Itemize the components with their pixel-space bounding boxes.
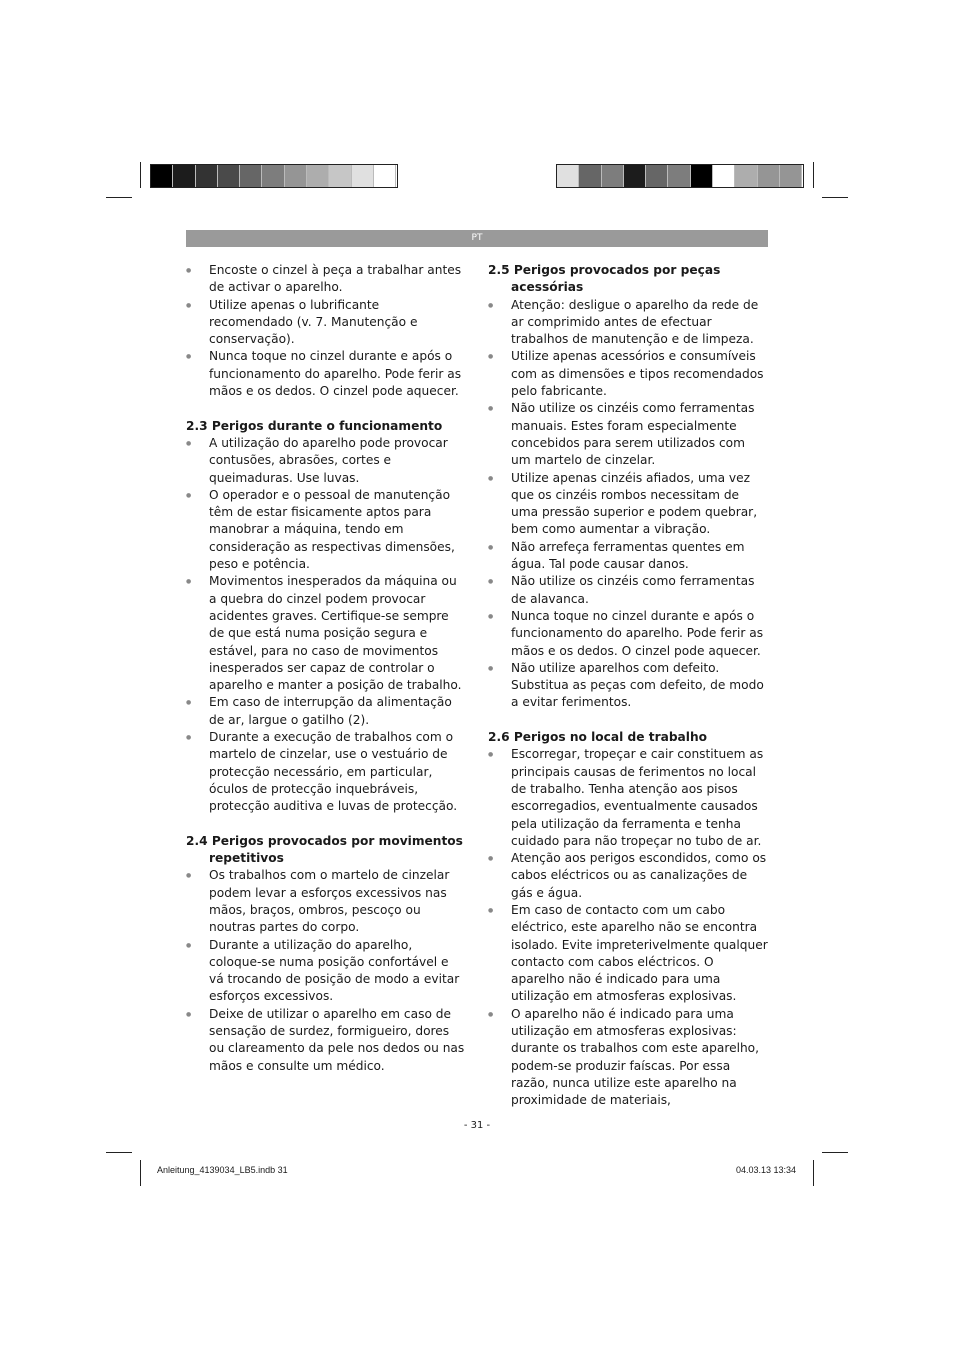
- color-swatch: [329, 165, 351, 187]
- list-item: ● Utilize apenas o lubrificante recomendado (v. 7. Manutenção e conservação).: [186, 297, 466, 349]
- color-swatch: [758, 165, 780, 187]
- list-item: ● Nunca toque no cinzel durante e após o funcionamento do aparelho. Pode ferir as mãos e os dedos. O cinzel pode aquecer.: [488, 608, 768, 660]
- color-swatch: [285, 165, 307, 187]
- list-item: ● Deixe de utilizar o aparelho em caso de sensação de surdez, formigueiro, dores ou clareamento da pele nos dedos ou nas mãos e consulte um médico.: [186, 1006, 466, 1075]
- color-swatch: [240, 165, 262, 187]
- list-item: ● Não utilize os cinzéis como ferramentas manuais. Estes foram especialmente concebidos para serem utilizados com um martelo de cinzelar.: [488, 400, 768, 469]
- color-swatch: [196, 165, 218, 187]
- section-heading: 2.6 Perigos no local de trabalho: [488, 730, 707, 745]
- crop-mark: [822, 197, 848, 198]
- color-bar-left: [150, 164, 398, 188]
- color-swatch: [780, 165, 802, 187]
- crop-mark: [106, 197, 132, 198]
- list-item: ● Durante a utilização do aparelho, coloque-se numa posição confortável e vá trocando de posição de modo a evitar esforços excessivos.: [186, 937, 466, 1006]
- crop-mark: [140, 1160, 141, 1186]
- list-item: ● Movimentos inesperados da máquina ou a quebra do cinzel podem provocar acidentes graves. Certifique-se sempre de que está numa posição segura e estável, para no caso de movimentos inesperados ser capaz de controlar o aparelho e manter a posição de trabalho.: [186, 573, 466, 694]
- intro-list: [186, 262, 466, 400]
- color-swatch: [262, 165, 284, 187]
- list-item: ● Utilize apenas cinzéis afiados, uma vez que os cinzéis rombos necessitam de uma pressão superior e podem quebrar, bem como aumentar a vibração.: [488, 470, 768, 539]
- list-item: ● Atenção: desligue o aparelho da rede de ar comprimido antes de efectuar trabalhos de manutenção e de limpeza.: [488, 297, 768, 349]
- list-item: ● Escorregar, tropeçar e cair constituem as principais causas de ferimentos no local de trabalho. Tenha atenção aos pisos escorregadios, eventualmente causados pela utilização da ferramenta e tenha cuidado para não tropeçar no tubo de ar.: [488, 746, 768, 850]
- crop-mark: [822, 1152, 848, 1153]
- crop-mark: [140, 162, 141, 188]
- list-item: ● Durante a execução de trabalhos com o martelo de cinzelar, use o vestuário de protecção necessário, em particular, óculos de protecção inquebráveis, protecção auditiva e luvas de protecção.: [186, 729, 466, 815]
- color-swatch: [735, 165, 757, 187]
- color-swatch: [691, 165, 713, 187]
- list-item: ● O aparelho não é indicado para uma utilização em atmosferas explosivas: durante os trabalhos com este aparelho, podem-se produzir faíscas. Por essa razão, nunca utilize este aparelho na proximidade de materiais,: [488, 1006, 768, 1110]
- color-swatch: [557, 165, 579, 187]
- footer-date: 04.03.13 13:34: [736, 1165, 797, 1175]
- list-item: ● O operador e o pessoal de manutenção têm de estar fisicamente aptos para manobrar a máquina, tendo em consideração as respectivas dimensões, peso e potência.: [186, 487, 466, 573]
- color-swatch: [668, 165, 690, 187]
- section-list: [488, 297, 768, 712]
- list-item: ● Não utilize aparelhos com defeito. Substitua as peças com defeito, de modo a evitar ferimentos.: [488, 660, 768, 712]
- color-swatch: [352, 165, 374, 187]
- crop-mark: [813, 162, 814, 188]
- color-swatch: [151, 165, 173, 187]
- list-item: ● Em caso de contacto com um cabo eléctrico, este aparelho não se encontra isolado. Evite impreterivelmente qualquer contacto com cabos eléctricos. O aparelho não é indicado para uma utilização em atmosferas explosivas.: [488, 902, 768, 1006]
- color-swatch: [374, 165, 396, 187]
- left-column: [186, 262, 466, 1075]
- list-item: ● Encoste o cinzel à peça a trabalhar antes de activar o aparelho.: [186, 262, 466, 297]
- color-bar-right: [556, 164, 804, 188]
- section-list: [186, 435, 466, 816]
- color-swatch: [173, 165, 195, 187]
- footer-file: Anleitung_4139034_LB5.indb 31: [157, 1165, 288, 1175]
- list-item: ● Atenção aos perigos escondidos, como os cabos eléctricos ou as canalizações de gás e água.: [488, 850, 768, 902]
- list-item: ● Em caso de interrupção da alimentação de ar, largue o gatilho (2).: [186, 694, 466, 729]
- color-swatch: [307, 165, 329, 187]
- color-swatch: [624, 165, 646, 187]
- crop-mark: [813, 1160, 814, 1186]
- page-number: - 31 -: [463, 1120, 491, 1131]
- list-item: ● Não arrefeça ferramentas quentes em água. Tal pode causar danos.: [488, 539, 768, 574]
- list-item: ● A utilização do aparelho pode provocar contusões, abrasões, cortes e queimaduras. Use luvas.: [186, 435, 466, 487]
- color-swatch: [713, 165, 735, 187]
- section-list: [186, 867, 466, 1075]
- color-swatch: [579, 165, 601, 187]
- list-item: ● Nunca toque no cinzel durante e após o funcionamento do aparelho. Pode ferir as mãos e os dedos. O cinzel pode aquecer.: [186, 348, 466, 400]
- language-header: PT: [186, 230, 768, 247]
- section-heading: 2.3 Perigos durante o funcionamento: [186, 418, 443, 433]
- section-heading: 2.5 Perigos provocados por peças acessórias: [488, 263, 721, 295]
- color-swatch: [218, 165, 240, 187]
- list-item: ● Utilize apenas acessórios e consumíveis com as dimensões e tipos recomendados pelo fabricante.: [488, 348, 768, 400]
- list-item: ● Não utilize os cinzéis como ferramentas de alavanca.: [488, 573, 768, 608]
- right-column: [488, 262, 768, 1110]
- crop-mark: [106, 1152, 132, 1153]
- section-heading: 2.4 Perigos provocados por movimentos repetitivos: [186, 833, 463, 866]
- list-item: ● Os trabalhos com o martelo de cinzelar podem levar a esforços excessivos nas mãos, braços, ombros, pescoço ou noutras partes do corpo.: [186, 867, 466, 936]
- section-list: [488, 746, 768, 1109]
- color-swatch: [646, 165, 668, 187]
- color-swatch: [602, 165, 624, 187]
